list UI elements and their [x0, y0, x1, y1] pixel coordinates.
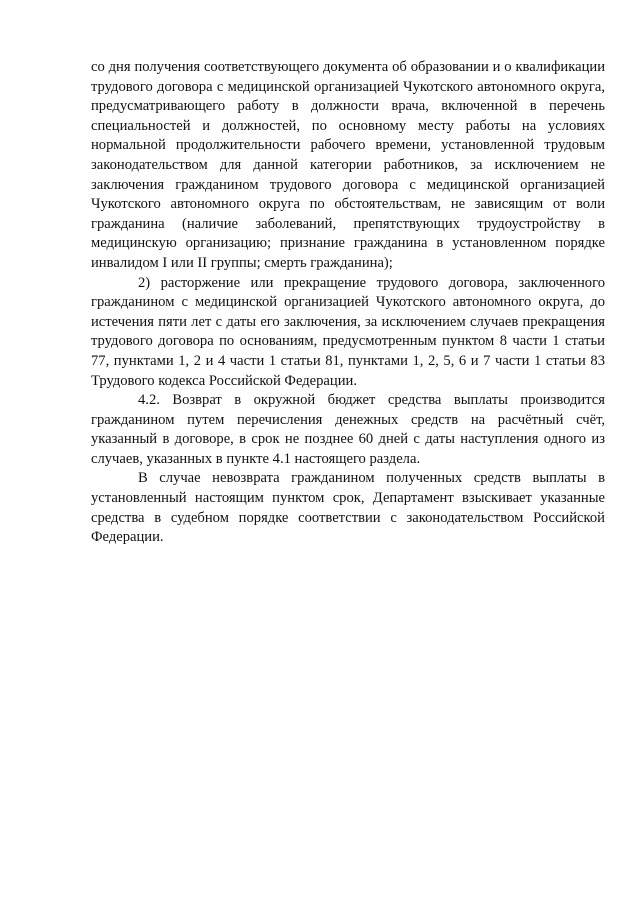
paragraph-continuation: со дня получения соответствующего документа об образовании и о квалификации трудового договора с медицинской организацией Чукотского автономного округа, предусматривающего работу в должности врача, включенной в перечень специальностей и должностей, по основному месту работы на условиях нормальной продолжительности рабочего времени, установленной трудовым законодательством для данной категории работников, за исключением не заключения гражданином трудового договора с медицинской организацией Чукотского автономного округа по обстоятельствам, не зависящим от воли гражданина (наличие заболеваний, препятствующих трудоустройству в медицинскую организацию; признание гражданина в установленном порядке инвалидом I или II группы; смерть гражданина);	[91, 59, 605, 271]
paragraph-clause-4-2: 4.2. Возврат в окружной бюджет средства выплаты производится гражданином путем перечисления денежных средств на расчётный счёт, указанный в договоре, в срок не позднее 60 дней с даты наступления одного из случаев, указанных в пункте 4.1 настоящего раздела.	[91, 392, 605, 467]
paragraph-item-2: 2) расторжение или прекращение трудового договора, заключенного гражданином с медицинской организацией Чукотского автономного округа, до истечения пяти лет с даты его заключения, за исключением случаев прекращения трудового договора по основаниям, предусмотренным пунктом 8 части 1 статьи 77, пунктами 1, 2 и 4 части 1 статьи 81, пунктами 1, 2, 5, 6 и 7 части 1 статьи 83 Трудового кодекса Российской Федерации.	[91, 274, 605, 389]
paragraph-non-return: В случае невозврата гражданином полученных средств выплаты в установленный настоящим пунктом срок, Департамент взыскивает указанные средства в судебном порядке соответствии с законодательством Российской Федерации.	[91, 470, 605, 546]
document-page	[91, 58, 605, 548]
